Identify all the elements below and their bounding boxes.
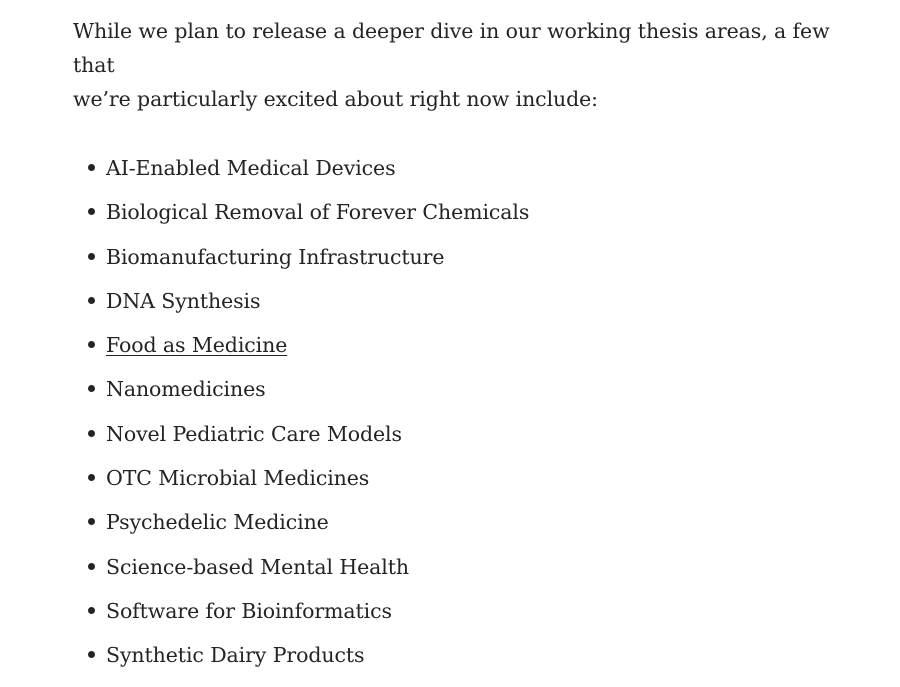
list-item xyxy=(73,288,833,332)
list-item-label: OTC Microbial Medicines xyxy=(106,466,370,491)
bullet-icon xyxy=(88,474,95,481)
bullet-icon xyxy=(88,430,95,437)
list-item xyxy=(73,199,833,243)
list-item xyxy=(73,598,833,642)
list-item xyxy=(73,376,833,420)
list-item xyxy=(73,554,833,598)
list-item xyxy=(73,244,833,288)
intro-line-1: While we plan to release a deeper dive in our working thesis areas, a few that xyxy=(73,19,830,77)
list-item-label: Novel Pediatric Care Models xyxy=(106,421,402,446)
article-body xyxy=(73,14,833,687)
bullet-icon xyxy=(88,518,95,525)
list-item-label: Nanomedicines xyxy=(106,377,266,402)
list-item-label: Psychedelic Medicine xyxy=(106,510,329,535)
bullet-icon xyxy=(88,607,95,614)
bullet-icon xyxy=(88,341,95,348)
list-item-label: AI-Enabled Medical Devices xyxy=(106,156,396,180)
bullet-icon xyxy=(88,164,95,171)
bullet-icon xyxy=(88,563,95,570)
intro-line-2: we’re particularly excited about right now include: xyxy=(73,87,598,111)
list-item-label: DNA Synthesis xyxy=(106,288,261,313)
list-item xyxy=(73,332,833,376)
bullet-icon xyxy=(88,651,95,658)
list-item xyxy=(73,642,833,686)
bullet-icon xyxy=(88,385,95,392)
list-item xyxy=(73,421,833,465)
list-item-label: Biomanufacturing Infrastructure xyxy=(106,244,445,269)
list-item-label: Synthetic Dairy Products xyxy=(106,643,365,668)
list-item xyxy=(73,155,833,199)
bullet-icon xyxy=(88,253,95,260)
list-item-label: Software for Bioinformatics xyxy=(106,598,392,623)
list-item xyxy=(73,465,833,509)
list-item xyxy=(73,509,833,553)
bullet-icon xyxy=(88,208,95,215)
bullet-icon xyxy=(88,297,95,304)
intro-paragraph xyxy=(73,14,833,116)
thesis-areas-list xyxy=(73,155,833,687)
list-item-label: Biological Removal of Forever Chemicals xyxy=(106,200,530,225)
list-item-label: Science-based Mental Health xyxy=(106,554,409,579)
food-as-medicine-link[interactable]: Food as Medicine xyxy=(106,333,288,358)
